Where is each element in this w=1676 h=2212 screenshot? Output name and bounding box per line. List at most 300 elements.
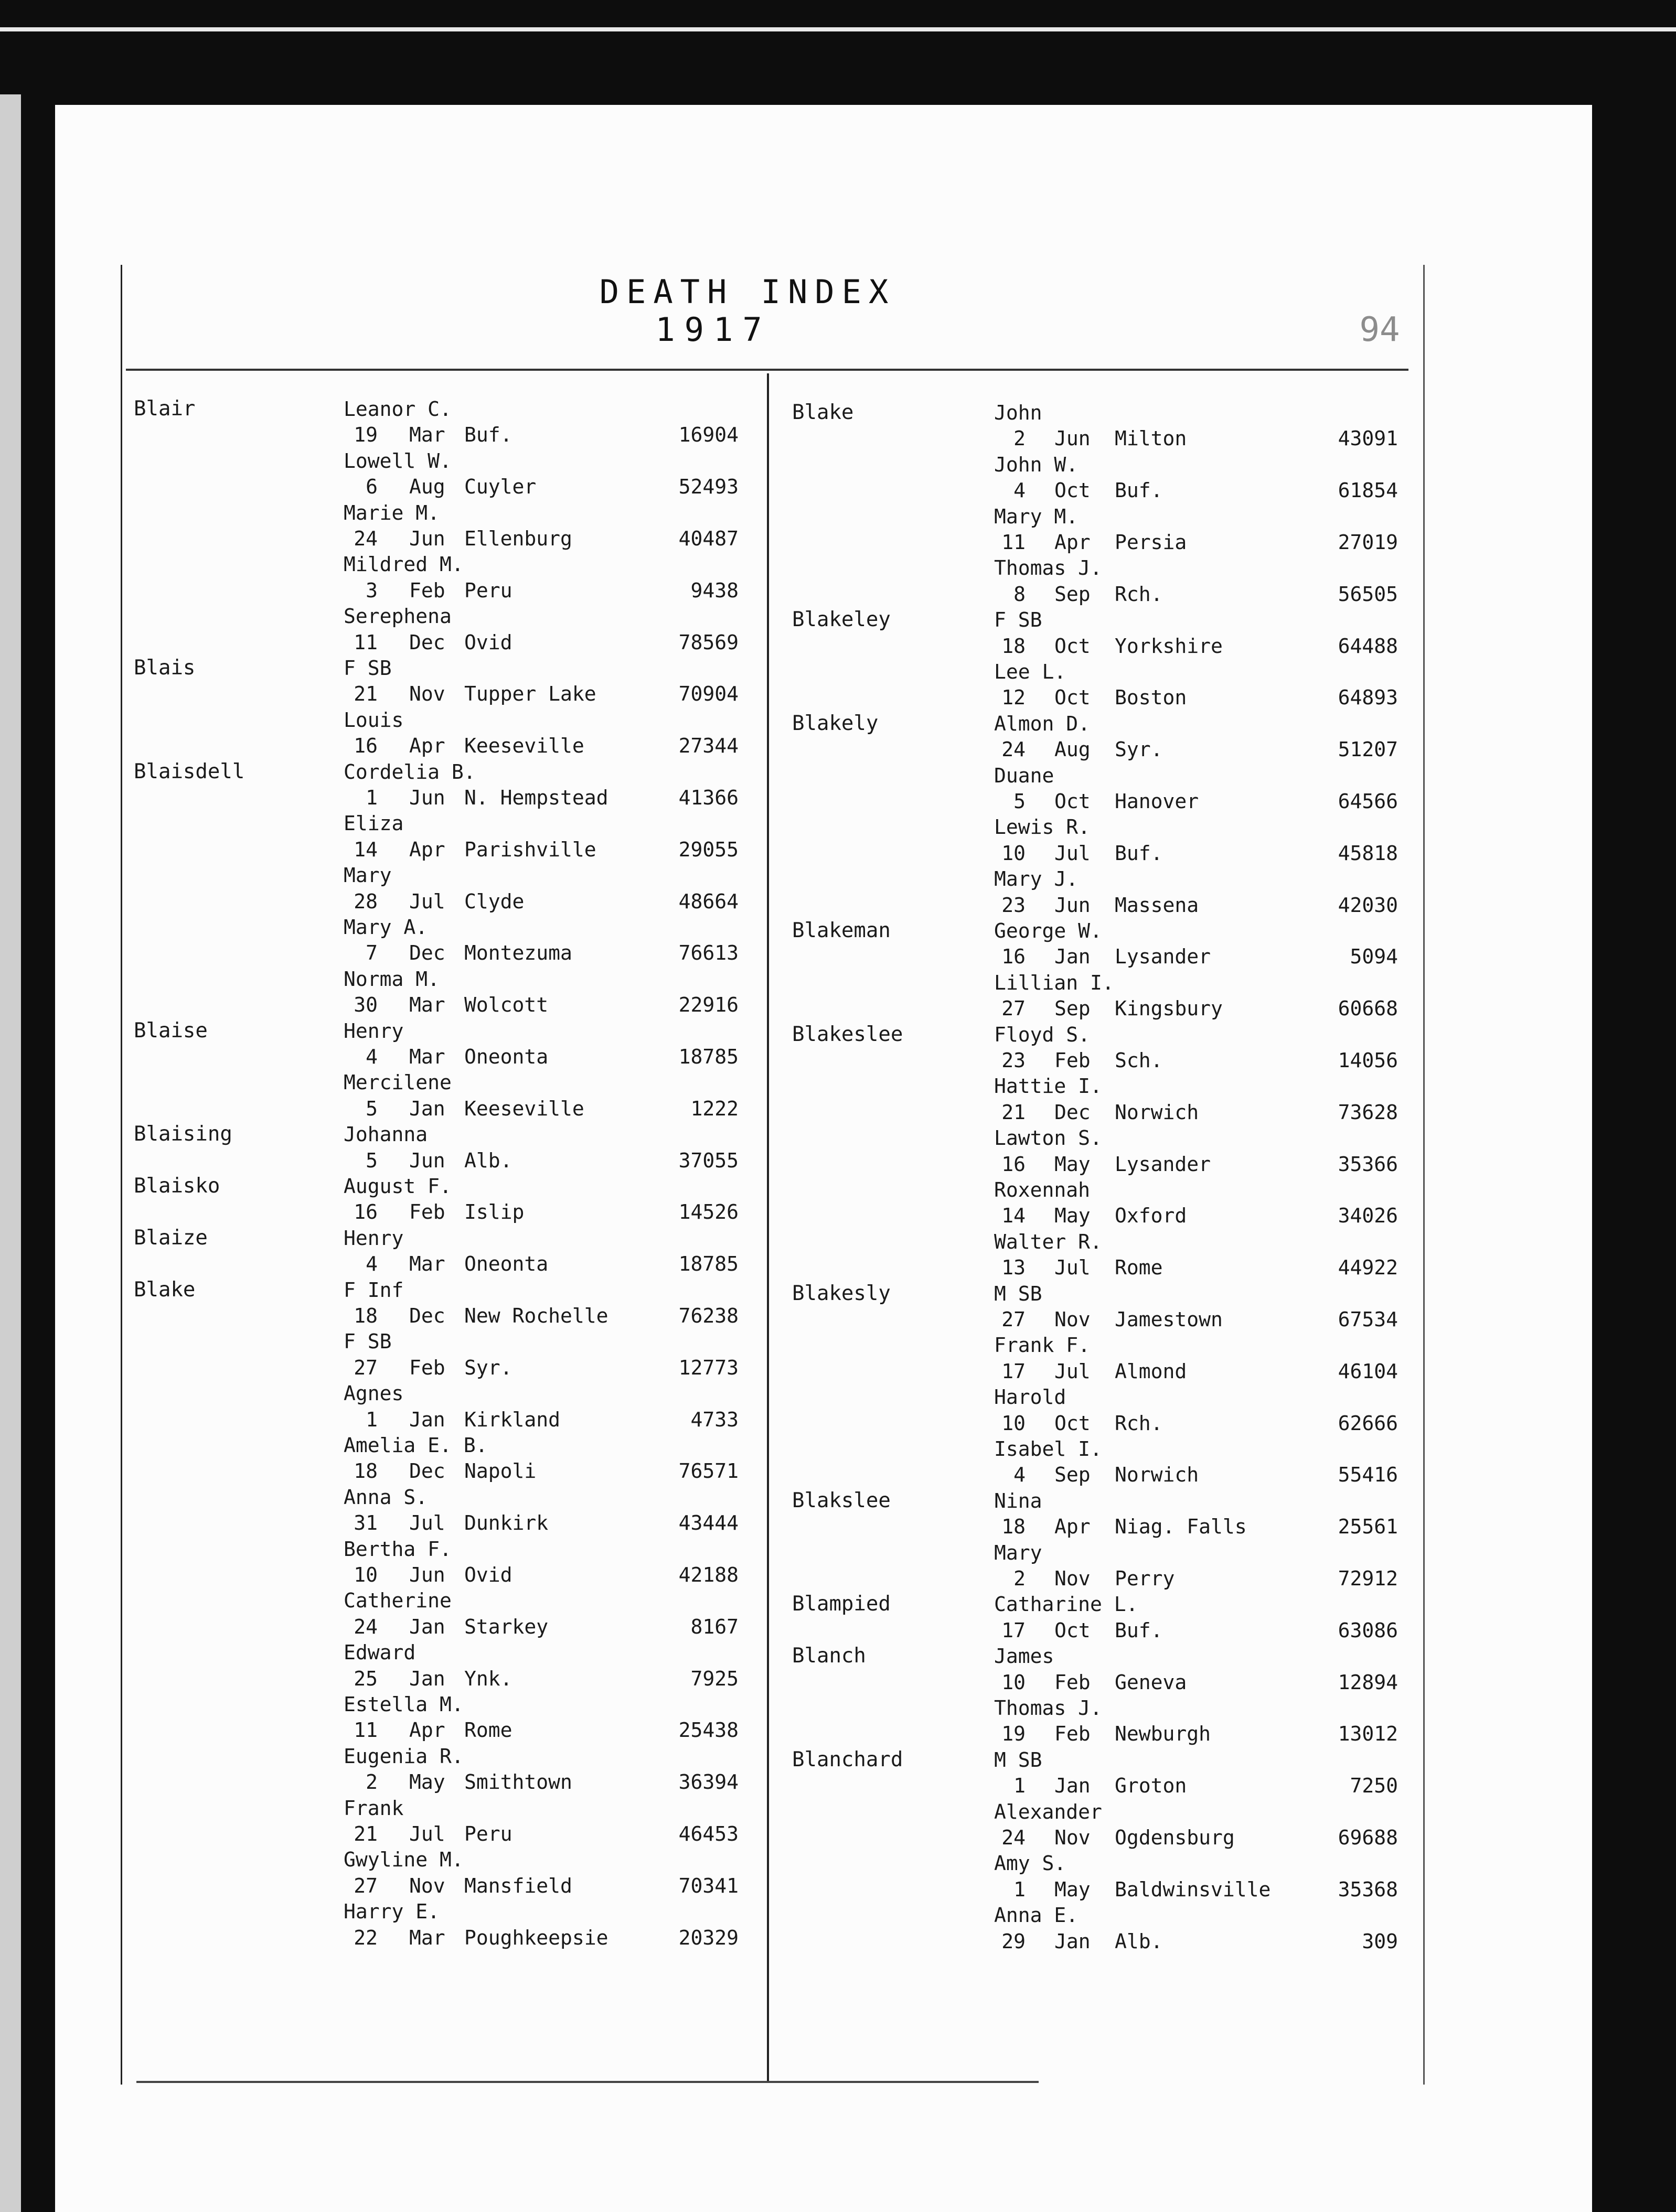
entry-certificate-number: 25561 xyxy=(1338,1515,1398,1539)
entry-month: Jul xyxy=(1054,1359,1091,1383)
entry-place: Oxford xyxy=(1115,1204,1187,1228)
entry-certificate-number: 61854 xyxy=(1338,479,1398,502)
entry-given-name: M SB xyxy=(994,1282,1042,1305)
entry-certificate-number: 7925 xyxy=(690,1667,739,1690)
entry-day: 12 xyxy=(1001,686,1026,710)
entry-day: 7 xyxy=(366,941,378,965)
entry-certificate-number: 56505 xyxy=(1338,582,1398,606)
entry-month: May xyxy=(409,1770,445,1794)
entry-month: Dec xyxy=(409,941,445,965)
index-year: 1917 xyxy=(655,310,772,349)
entry-given-name: Catharine L. xyxy=(994,1593,1138,1616)
entry-month: Apr xyxy=(409,1719,445,1742)
entry-certificate-number: 37055 xyxy=(678,1148,739,1172)
entry-place: Montezuma xyxy=(464,941,572,965)
entry-given-name: Frank F. xyxy=(994,1334,1091,1357)
entry-certificate-number: 69688 xyxy=(1338,1826,1398,1849)
entry-given-name: Anna S. xyxy=(344,1485,428,1509)
entry-place: Keeseville xyxy=(464,1097,584,1120)
entry-day: 18 xyxy=(1001,1515,1026,1539)
entry-place: Boston xyxy=(1115,686,1187,710)
entry-day: 3 xyxy=(366,578,378,602)
entry-month: Jul xyxy=(1054,841,1091,865)
entry-day: 17 xyxy=(1001,1618,1026,1642)
entry-given-name: Isabel I. xyxy=(994,1437,1102,1461)
entry-month: Jan xyxy=(409,1615,445,1638)
entry-day: 13 xyxy=(1001,1256,1026,1280)
entry-place: Newburgh xyxy=(1115,1722,1211,1746)
entry-place: Syr. xyxy=(1115,738,1163,761)
entry-month: Jun xyxy=(409,1148,445,1172)
entry-day: 18 xyxy=(1001,634,1026,658)
entry-certificate-number: 309 xyxy=(1362,1929,1398,1953)
entry-day: 16 xyxy=(354,1200,378,1224)
scan-left-edge xyxy=(0,94,21,2212)
entry-given-name: Roxennah xyxy=(994,1178,1091,1201)
entry-surname: Blanch xyxy=(792,1644,866,1668)
entry-certificate-number: 12773 xyxy=(678,1356,739,1379)
entry-certificate-number: 46104 xyxy=(1338,1359,1398,1383)
entry-place: Tupper Lake xyxy=(464,682,596,706)
entry-place: Keeseville xyxy=(464,734,584,758)
entry-certificate-number: 41366 xyxy=(678,786,739,809)
entry-month: Nov xyxy=(1054,1308,1091,1331)
entry-place: Buf. xyxy=(1115,1618,1163,1642)
entry-place: Rome xyxy=(1115,1256,1163,1280)
entry-surname: Blakeley xyxy=(792,608,891,632)
entry-given-name: F SB xyxy=(344,1330,392,1354)
entry-day: 18 xyxy=(354,1459,378,1483)
entry-given-name: Eugenia R. xyxy=(344,1744,464,1768)
entry-surname: Blanchard xyxy=(792,1747,903,1771)
entry-given-name: Mary xyxy=(994,1541,1042,1564)
entry-given-name: F SB xyxy=(344,657,392,680)
entry-place: Ellenburg xyxy=(464,527,572,550)
entry-place: Napoli xyxy=(464,1459,537,1483)
entry-place: Ovid xyxy=(464,630,513,654)
entry-given-name: Cordelia B. xyxy=(344,760,476,783)
entry-month: Jan xyxy=(409,1097,445,1120)
entry-given-name: Mary xyxy=(344,864,392,887)
entry-day: 2 xyxy=(366,1770,378,1794)
entry-month: Jul xyxy=(409,1822,445,1845)
entry-given-name: Hattie I. xyxy=(994,1075,1102,1098)
entry-certificate-number: 60668 xyxy=(1338,997,1398,1021)
entry-month: Apr xyxy=(1054,531,1091,554)
entry-certificate-number: 1222 xyxy=(690,1097,739,1120)
entry-day: 17 xyxy=(1001,1359,1026,1383)
entry-certificate-number: 42030 xyxy=(1338,893,1398,917)
entry-day: 23 xyxy=(1001,893,1026,917)
entry-certificate-number: 40487 xyxy=(678,527,739,550)
entry-day: 27 xyxy=(1001,1308,1026,1331)
entry-month: Oct xyxy=(1054,790,1091,813)
entry-day: 18 xyxy=(354,1304,378,1327)
entry-month: Jan xyxy=(1054,1929,1091,1953)
entry-given-name: F SB xyxy=(994,608,1042,632)
entry-certificate-number: 25438 xyxy=(678,1719,739,1742)
entry-certificate-number: 9438 xyxy=(690,578,739,602)
entry-month: May xyxy=(1054,1204,1091,1228)
entry-month: Jul xyxy=(409,889,445,913)
entry-given-name: Gwyline M. xyxy=(344,1848,464,1872)
entry-certificate-number: 76238 xyxy=(678,1304,739,1327)
entry-month: Jan xyxy=(409,1408,445,1431)
entry-certificate-number: 18785 xyxy=(678,1252,739,1276)
entry-certificate-number: 78569 xyxy=(678,630,739,654)
entry-day: 16 xyxy=(1001,1152,1026,1176)
entry-certificate-number: 64893 xyxy=(1338,686,1398,710)
entry-given-name: George W. xyxy=(994,919,1102,942)
entry-certificate-number: 72912 xyxy=(1338,1567,1398,1590)
entry-certificate-number: 52493 xyxy=(678,475,739,499)
entry-place: Persia xyxy=(1115,531,1187,554)
entry-day: 19 xyxy=(1001,1722,1026,1746)
entry-certificate-number: 13012 xyxy=(1338,1722,1398,1746)
entry-certificate-number: 64488 xyxy=(1338,634,1398,658)
entry-place: Lysander xyxy=(1115,945,1211,969)
entry-certificate-number: 4733 xyxy=(690,1408,739,1431)
entry-month: Apr xyxy=(409,734,445,758)
entry-given-name: John W. xyxy=(994,453,1079,476)
entry-certificate-number: 8167 xyxy=(690,1615,739,1638)
entry-given-name: Louis xyxy=(344,708,404,732)
entry-place: Norwich xyxy=(1115,1463,1199,1487)
entry-given-name: Mildred M. xyxy=(344,553,464,576)
entry-day: 4 xyxy=(1013,1463,1026,1487)
entry-place: Wolcott xyxy=(464,993,549,1017)
entry-certificate-number: 76613 xyxy=(678,941,739,965)
entry-place: Parishville xyxy=(464,837,596,861)
entry-month: Apr xyxy=(409,837,445,861)
entry-place: Mansfield xyxy=(464,1874,572,1897)
entry-month: Jul xyxy=(1054,1256,1091,1280)
entry-place: Peru xyxy=(464,1822,513,1845)
entry-place: Rome xyxy=(464,1719,513,1742)
entry-certificate-number: 14056 xyxy=(1338,1049,1398,1072)
entry-surname: Blakely xyxy=(792,711,879,735)
entry-certificate-number: 35368 xyxy=(1338,1877,1398,1901)
entry-given-name: Amy S. xyxy=(994,1852,1066,1875)
scan-top-edge xyxy=(0,27,1676,31)
entry-day: 24 xyxy=(354,527,378,550)
entry-day: 5 xyxy=(1013,790,1026,813)
entry-place: Oneonta xyxy=(464,1045,549,1068)
entry-surname: Blakslee xyxy=(792,1488,891,1512)
entry-place: Poughkeepsie xyxy=(464,1926,609,1949)
entry-place: Lysander xyxy=(1115,1152,1211,1176)
entry-place: Hanover xyxy=(1115,790,1199,813)
entry-month: Oct xyxy=(1054,634,1091,658)
entry-place: Kirkland xyxy=(464,1408,561,1431)
entry-day: 1 xyxy=(366,786,378,809)
entry-day: 5 xyxy=(366,1097,378,1120)
entry-given-name: Johanna xyxy=(344,1123,428,1146)
entry-place: Jamestown xyxy=(1115,1308,1223,1331)
entry-month: Mar xyxy=(409,993,445,1017)
entry-given-name: Mercilene xyxy=(344,1071,452,1094)
entry-given-name: John xyxy=(994,401,1042,424)
entry-certificate-number: 67534 xyxy=(1338,1308,1398,1331)
entry-month: Dec xyxy=(409,630,445,654)
entry-surname: Blaising xyxy=(134,1122,232,1146)
entry-certificate-number: 76571 xyxy=(678,1459,739,1483)
entry-given-name: Frank xyxy=(344,1796,404,1820)
entry-month: Nov xyxy=(1054,1826,1091,1849)
entry-surname: Blakesly xyxy=(792,1281,891,1305)
entry-month: May xyxy=(1054,1877,1091,1901)
entry-given-name: Lowell W. xyxy=(344,449,452,473)
entry-day: 10 xyxy=(1001,841,1026,865)
entry-certificate-number: 42188 xyxy=(678,1563,739,1586)
entry-given-name: Lee L. xyxy=(994,660,1066,683)
entry-certificate-number: 18785 xyxy=(678,1045,739,1068)
entry-place: Ynk. xyxy=(464,1667,513,1690)
entry-place: Ogdensburg xyxy=(1115,1826,1235,1849)
entry-day: 27 xyxy=(354,1874,378,1897)
entry-place: Alb. xyxy=(464,1148,513,1172)
entry-month: Nov xyxy=(409,682,445,706)
entry-given-name: Lewis R. xyxy=(994,815,1091,839)
entry-surname: Blampied xyxy=(792,1592,891,1616)
entry-day: 27 xyxy=(1001,997,1026,1021)
entry-day: 14 xyxy=(1001,1204,1026,1228)
entry-month: Jun xyxy=(1054,893,1091,917)
entry-certificate-number: 34026 xyxy=(1338,1204,1398,1228)
entry-place: Sch. xyxy=(1115,1049,1163,1072)
entry-day: 21 xyxy=(1001,1100,1026,1124)
entry-day: 8 xyxy=(1013,582,1026,606)
entry-month: Aug xyxy=(409,475,445,499)
entry-month: Dec xyxy=(409,1459,445,1483)
entry-given-name: Norma M. xyxy=(344,967,440,991)
entry-month: Oct xyxy=(1054,1618,1091,1642)
entry-surname: Blakeslee xyxy=(792,1022,903,1046)
entry-day: 14 xyxy=(354,837,378,861)
entry-place: Norwich xyxy=(1115,1100,1199,1124)
entry-month: Mar xyxy=(409,423,445,447)
entry-given-name: Amelia E. B. xyxy=(344,1434,488,1457)
entry-certificate-number: 62666 xyxy=(1338,1411,1398,1435)
entry-place: Ovid xyxy=(464,1563,513,1586)
entry-place: Baldwinsville xyxy=(1115,1877,1271,1901)
entry-day: 1 xyxy=(366,1408,378,1431)
entry-certificate-number: 63086 xyxy=(1338,1618,1398,1642)
entry-month: Dec xyxy=(409,1304,445,1327)
entry-surname: Blakeman xyxy=(792,919,891,942)
entry-surname: Blaize xyxy=(134,1226,208,1250)
entry-surname: Blaise xyxy=(134,1018,208,1043)
entry-month: Oct xyxy=(1054,686,1091,710)
entry-given-name: Nina xyxy=(994,1489,1042,1512)
page-number: 94 xyxy=(1359,310,1400,349)
entry-month: Jun xyxy=(1054,427,1091,450)
entry-month: Mar xyxy=(409,1045,445,1068)
entry-certificate-number: 16904 xyxy=(678,423,739,447)
entry-place: Almond xyxy=(1115,1359,1187,1383)
entry-place: Rch. xyxy=(1115,1411,1163,1435)
entry-month: Jun xyxy=(409,786,445,809)
entry-place: Groton xyxy=(1115,1774,1187,1798)
entry-day: 11 xyxy=(354,630,378,654)
entry-month: Jan xyxy=(409,1667,445,1690)
entry-month: Nov xyxy=(409,1874,445,1897)
entry-day: 30 xyxy=(354,993,378,1017)
entry-given-name: Edward xyxy=(344,1641,416,1665)
entry-month: Feb xyxy=(1054,1722,1091,1746)
entry-given-name: Serephena xyxy=(344,605,452,628)
entry-place: Rch. xyxy=(1115,582,1163,606)
entry-place: Niag. Falls xyxy=(1115,1515,1247,1539)
entry-month: Feb xyxy=(1054,1670,1091,1694)
entry-place: Perry xyxy=(1115,1567,1175,1590)
entry-place: Massena xyxy=(1115,893,1199,917)
entry-surname: Blaisko xyxy=(134,1174,220,1198)
entry-month: Oct xyxy=(1054,1411,1091,1435)
entry-certificate-number: 55416 xyxy=(1338,1463,1398,1487)
entry-given-name: Henry xyxy=(344,1019,404,1043)
entry-given-name: Harold xyxy=(994,1386,1066,1409)
entry-day: 24 xyxy=(1001,738,1026,761)
entry-certificate-number: 29055 xyxy=(678,837,739,861)
entry-place: N. Hempstead xyxy=(464,786,609,809)
entry-given-name: Marie M. xyxy=(344,501,440,524)
entry-given-name: Leanor C. xyxy=(344,398,452,421)
entry-certificate-number: 73628 xyxy=(1338,1100,1398,1124)
entry-day: 22 xyxy=(354,1926,378,1949)
entry-month: Sep xyxy=(1054,1463,1091,1487)
header-rule xyxy=(126,369,1408,371)
entry-month: Jun xyxy=(409,527,445,550)
entry-given-name: James xyxy=(994,1645,1054,1668)
entry-place: Yorkshire xyxy=(1115,634,1223,658)
entry-month: Jan xyxy=(1054,945,1091,969)
entry-day: 25 xyxy=(354,1667,378,1690)
entry-day: 31 xyxy=(354,1511,378,1535)
entry-day: 10 xyxy=(1001,1670,1026,1694)
entry-place: Alb. xyxy=(1115,1929,1163,1953)
entry-place: Smithtown xyxy=(464,1770,572,1794)
entry-place: New Rochelle xyxy=(464,1304,609,1327)
entry-day: 23 xyxy=(1001,1049,1026,1072)
entry-day: 11 xyxy=(354,1719,378,1742)
entry-month: Nov xyxy=(1054,1567,1091,1590)
entry-given-name: August F. xyxy=(344,1175,452,1198)
entry-certificate-number: 22916 xyxy=(678,993,739,1017)
entry-certificate-number: 36394 xyxy=(678,1770,739,1794)
entry-given-name: Lawton S. xyxy=(994,1126,1102,1150)
entry-day: 6 xyxy=(366,475,378,499)
entry-certificate-number: 43444 xyxy=(678,1511,739,1535)
bottom-rule xyxy=(136,2081,1039,2083)
entry-given-name: Eliza xyxy=(344,812,404,835)
entry-surname: Blais xyxy=(134,656,196,680)
entry-month: Jan xyxy=(1054,1774,1091,1798)
entry-day: 1 xyxy=(1013,1877,1026,1901)
entry-certificate-number: 20329 xyxy=(678,1926,739,1949)
entry-given-name: Estella M. xyxy=(344,1693,464,1716)
entry-day: 24 xyxy=(354,1615,378,1638)
entry-day: 10 xyxy=(354,1563,378,1586)
entry-certificate-number: 43091 xyxy=(1338,427,1398,450)
entry-given-name: Mary J. xyxy=(994,867,1079,891)
entry-day: 5 xyxy=(366,1148,378,1172)
entry-given-name: Bertha F. xyxy=(344,1537,452,1561)
entry-place: Buf. xyxy=(1115,479,1163,502)
entry-given-name: F Inf xyxy=(344,1278,404,1302)
entry-place: Peru xyxy=(464,578,513,602)
entry-day: 24 xyxy=(1001,1826,1026,1849)
entry-day: 11 xyxy=(1001,531,1026,554)
entry-certificate-number: 27344 xyxy=(678,734,739,758)
entry-month: Feb xyxy=(1054,1049,1091,1072)
entry-certificate-number: 35366 xyxy=(1338,1152,1398,1176)
entry-day: 27 xyxy=(354,1356,378,1379)
entry-day: 2 xyxy=(1013,1567,1026,1590)
entry-certificate-number: 14526 xyxy=(678,1200,739,1224)
entry-day: 10 xyxy=(1001,1411,1026,1435)
entry-month: Jul xyxy=(409,1511,445,1535)
entry-given-name: M SB xyxy=(994,1748,1042,1771)
entry-place: Oneonta xyxy=(464,1252,549,1276)
entry-certificate-number: 27019 xyxy=(1338,531,1398,554)
entry-day: 21 xyxy=(354,682,378,706)
entry-month: Mar xyxy=(409,1252,445,1276)
entry-given-name: Henry xyxy=(344,1226,404,1250)
entry-day: 19 xyxy=(354,423,378,447)
entry-given-name: Anna E. xyxy=(994,1904,1079,1927)
entry-certificate-number: 46453 xyxy=(678,1822,739,1845)
entry-given-name: Walter R. xyxy=(994,1230,1102,1253)
entry-day: 16 xyxy=(1001,945,1026,969)
entry-day: 4 xyxy=(1013,479,1026,502)
entry-certificate-number: 45818 xyxy=(1338,841,1398,865)
entry-day: 29 xyxy=(1001,1929,1026,1953)
entry-month: Jun xyxy=(409,1563,445,1586)
entry-given-name: Thomas J. xyxy=(994,556,1102,580)
entry-place: Islip xyxy=(464,1200,525,1224)
entry-given-name: Alexander xyxy=(994,1800,1102,1823)
entry-given-name: Mary M. xyxy=(994,504,1079,528)
entry-month: Feb xyxy=(409,1356,445,1379)
entry-month: Apr xyxy=(1054,1515,1091,1539)
entry-surname: Blake xyxy=(792,401,854,424)
entry-given-name: Harry E. xyxy=(344,1900,440,1924)
entry-month: Sep xyxy=(1054,582,1091,606)
entry-certificate-number: 51207 xyxy=(1338,738,1398,761)
entry-place: Clyde xyxy=(464,889,525,913)
entry-certificate-number: 5094 xyxy=(1350,945,1398,969)
entry-place: Buf. xyxy=(1115,841,1163,865)
column-divider xyxy=(767,373,769,2081)
entry-surname: Blaisdell xyxy=(134,759,245,783)
entry-place: Kingsbury xyxy=(1115,997,1223,1021)
entry-certificate-number: 70341 xyxy=(678,1874,739,1897)
entry-certificate-number: 70904 xyxy=(678,682,739,706)
entry-given-name: Thomas J. xyxy=(994,1696,1102,1720)
entry-surname: Blair xyxy=(134,397,196,421)
entry-place: Syr. xyxy=(464,1356,513,1379)
entry-month: Oct xyxy=(1054,479,1091,502)
page-frame xyxy=(121,265,1425,2085)
entry-month: Feb xyxy=(409,1200,445,1224)
entry-day: 21 xyxy=(354,1822,378,1845)
entry-day: 16 xyxy=(354,734,378,758)
entry-place: Starkey xyxy=(464,1615,549,1638)
entry-month: Mar xyxy=(409,1926,445,1949)
entry-month: Dec xyxy=(1054,1100,1091,1124)
entry-place: Cuyler xyxy=(464,475,537,499)
